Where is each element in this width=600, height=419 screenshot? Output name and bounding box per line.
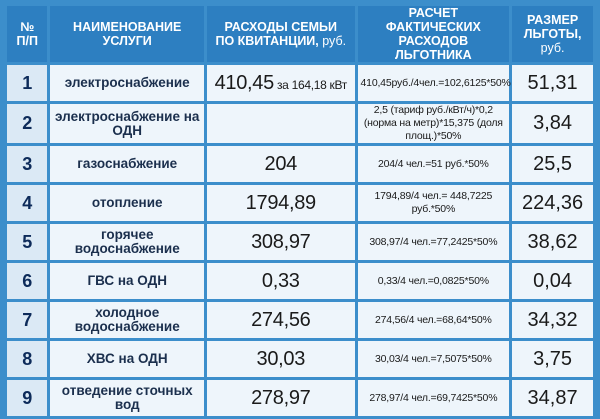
calculation: 1794,89/4 чел.= 448,7225 руб.*50% [358, 185, 510, 221]
calculation: 308,97/4 чел.=77,2425*50% [358, 224, 510, 260]
header-num: № П/П [7, 6, 47, 62]
benefit-amount: 38,62 [512, 224, 593, 260]
family-cost-value: 30,03 [256, 347, 306, 370]
service-name: холодное водоснабжение [50, 302, 204, 338]
family-cost-value: 204 [264, 152, 298, 175]
header-calc: РАСЧЕТ ФАКТИЧЕСКИХ РАСХОДОВ ЛЬГОТНИКА [358, 6, 510, 62]
family-cost-value: 410,45 [214, 71, 274, 94]
header-benefit-unit: руб. [540, 41, 565, 55]
calculation: 410,45руб./4чел.=102,6125*50% [358, 65, 510, 101]
calculation: 30,03/4 чел.=7,5075*50% [358, 341, 510, 377]
header-cost [207, 6, 355, 62]
family-cost-value: 278,97 [251, 386, 311, 409]
row-number: 4 [7, 185, 47, 221]
calculation: 2,5 (тариф руб./кВт/ч)*0,2 (норма на метр)*15,375 (доля площ.)*50% [358, 104, 510, 143]
service-name: ХВС на ОДН [50, 341, 204, 377]
benefit-amount: 25,5 [512, 146, 593, 182]
table-row [7, 263, 593, 299]
table-header-row [7, 6, 593, 62]
calculation: 0,33/4 чел.=0,0825*50% [358, 263, 510, 299]
family-cost-value: 0,33 [261, 269, 300, 292]
service-name: отопление [50, 185, 204, 221]
benefit-amount: 51,31 [512, 65, 593, 101]
calculation: 274,56/4 чел.=68,64*50% [358, 302, 510, 338]
benefit-amount: 34,87 [512, 380, 593, 416]
benefit-amount: 3,75 [512, 341, 593, 377]
row-number: 9 [7, 380, 47, 416]
row-number: 5 [7, 224, 47, 260]
service-name: горячее водоснабжение [50, 224, 204, 260]
family-cost [207, 185, 355, 221]
family-cost [207, 65, 355, 101]
family-cost [207, 104, 355, 143]
service-name: отведение сточных вод [50, 380, 204, 416]
row-number: 2 [7, 104, 47, 143]
service-name: газоснабжение [50, 146, 204, 182]
family-cost [207, 263, 355, 299]
family-cost-value: 308,97 [251, 230, 311, 253]
benefit-amount: 0,04 [512, 263, 593, 299]
table-row [7, 65, 593, 101]
service-name: ГВС на ОДН [50, 263, 204, 299]
table-row [7, 185, 593, 221]
family-cost [207, 341, 355, 377]
header-cost-label: РАСХОДЫ СЕМЬИ ПО КВИТАНЦИИ, [215, 20, 337, 48]
family-cost [207, 380, 355, 416]
service-name: электроснабжение [50, 65, 204, 101]
service-name: электроснабжение на ОДН [50, 104, 204, 143]
benefit-table [4, 3, 596, 419]
family-cost-value: 274,56 [251, 308, 311, 331]
row-number: 8 [7, 341, 47, 377]
table-row [7, 380, 593, 416]
calculation: 278,97/4 чел.=69,7425*50% [358, 380, 510, 416]
table-row [7, 224, 593, 260]
benefit-amount: 224,36 [512, 185, 593, 221]
table-row [7, 104, 593, 143]
row-number: 3 [7, 146, 47, 182]
header-service: НАИМЕНОВАНИЕ УСЛУГИ [50, 6, 204, 62]
row-number: 7 [7, 302, 47, 338]
table-row [7, 146, 593, 182]
family-cost-extra: за 164,18 кВт [273, 77, 347, 92]
header-cost-unit: руб. [318, 34, 347, 48]
table-row [7, 302, 593, 338]
family-cost-value: 1794,89 [245, 191, 316, 214]
header-benefit [512, 6, 593, 62]
family-cost [207, 146, 355, 182]
header-benefit-label: РАЗМЕР ЛЬГОТЫ, [523, 13, 582, 41]
benefit-amount: 34,32 [512, 302, 593, 338]
row-number: 1 [7, 65, 47, 101]
calculation: 204/4 чел.=51 руб.*50% [358, 146, 510, 182]
family-cost [207, 224, 355, 260]
family-cost [207, 302, 355, 338]
benefit-amount: 3,84 [512, 104, 593, 143]
table-row [7, 341, 593, 377]
row-number: 6 [7, 263, 47, 299]
